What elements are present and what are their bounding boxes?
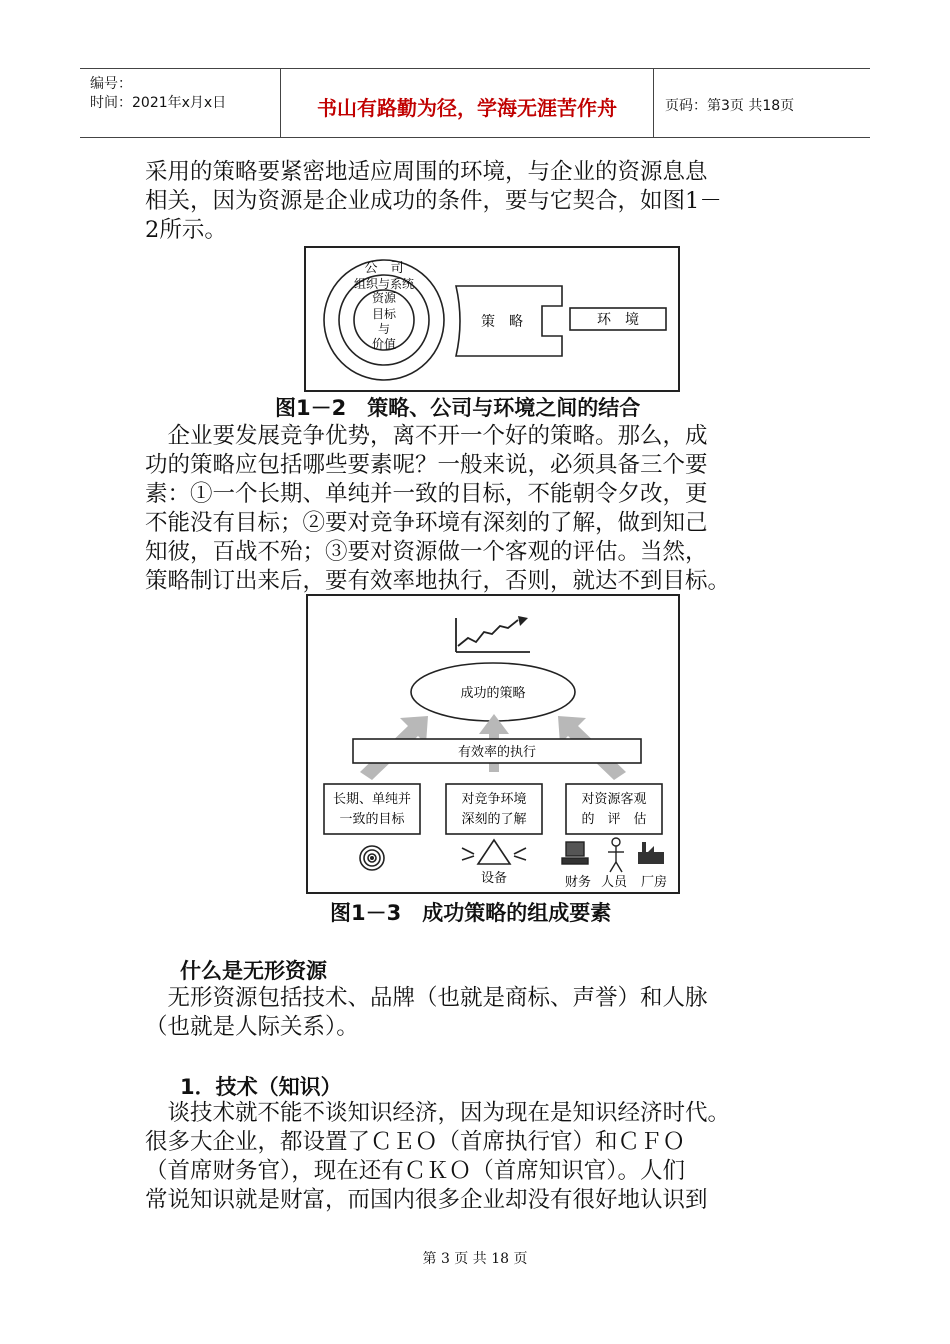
text-line: （首席财务官），现在还有ＣＫＯ（首席知识官）。人们 (145, 1158, 686, 1184)
computer-icon (562, 842, 588, 864)
inner-ring-label: 资源 (371, 291, 397, 305)
technology-paragraph (145, 1099, 815, 1215)
text-line: 知彼，百战不殆；③要对资源做一个客观的评估。当然， (145, 539, 708, 565)
figure-strategy-company-environment (304, 246, 680, 392)
figure1-caption: 图1－2 策略、公司与环境之间的结合 (275, 396, 641, 420)
figure-successful-strategy-elements (306, 594, 680, 894)
strategy-paragraph (145, 422, 815, 596)
box3-line2: 的 评 估 (581, 812, 647, 827)
plant-label: 厂房 (640, 875, 668, 890)
box3-line1: 对资源客观 (581, 792, 647, 807)
equipment-label: 设备 (480, 871, 508, 886)
box1-line2: 一致的目标 (339, 812, 405, 827)
page-info: 页码：第3页 共18页 (665, 98, 795, 114)
text-line: （也就是人际关系）。 (145, 1014, 359, 1040)
header-motto-cell (281, 69, 654, 137)
text-line: 无形资源包括技术、品牌（也就是商标、声誉）和人脉 (145, 985, 708, 1011)
staff-label: 人员 (600, 875, 628, 890)
intro-paragraph (145, 158, 815, 245)
text-line: 企业要发展竞争优势，离不开一个好的策略。那么，成 (145, 423, 708, 449)
growth-chart-icon (456, 616, 530, 652)
core-label-3: 价值 (371, 337, 397, 351)
box2-line1: 对竞争环境 (461, 792, 527, 807)
date-label: 时间：2021年x月x日 (90, 95, 227, 111)
person-icon (608, 838, 624, 872)
section-heading: 什么是无形资源 (180, 959, 327, 983)
text-line: 策略制订出来后，要有效率地执行，否则，就达不到目标。 (145, 568, 731, 594)
environment-label: 环 境 (597, 312, 639, 328)
number-label: 编号： (90, 76, 132, 92)
header-meta-cell (80, 69, 281, 137)
execution-bar-label: 有效率的执行 (457, 745, 537, 760)
middle-ring-label: 组织与系统 (353, 277, 415, 291)
box2-line2: 深刻的了解 (461, 812, 527, 827)
core-label-1: 目标 (371, 307, 397, 321)
box1-line1: 长期、单纯并 (332, 792, 412, 807)
text-line: 很多大企业，都设置了ＣＥＯ（首席执行官）和ＣＦＯ (145, 1129, 686, 1155)
figure2-caption: 图1－3 成功策略的组成要素 (330, 901, 612, 925)
page-footer: 第 3 页 共 18 页 (422, 1251, 528, 1267)
text-line: 谈技术就不能不谈知识经济，因为现在是知识经济时代。 (145, 1100, 731, 1126)
text-line: 功的策略应包括哪些要素呢？一般来说，必须具备三个要 (145, 452, 708, 478)
text-line: 常说知识就是财富，而国内很多企业却没有很好地认识到 (145, 1187, 708, 1213)
text-line: 相关，因为资源是企业成功的条件，要与它契合，如图1－ (145, 188, 722, 214)
text-line: 不能没有目标；②要对竞争环境有深刻的了解，做到知己 (145, 510, 708, 536)
motto: 书山有路勤为径，学海无涯苦作舟 (317, 96, 617, 120)
strategy-label: 策 略 (481, 314, 523, 330)
target-icon (360, 846, 384, 870)
text-line: 2所示。 (145, 217, 227, 243)
intangible-paragraph (145, 984, 815, 1042)
finance-label: 财务 (564, 875, 592, 890)
core-label-2: 与 (377, 322, 391, 336)
outer-ring-label: 公 司 (364, 261, 404, 276)
page-header (80, 68, 870, 138)
factory-icon (638, 842, 664, 864)
equipment-icon (462, 840, 526, 864)
text-line: 素：①一个长期、单纯并一致的目标，不能朝令夕改，更 (145, 481, 708, 507)
top-oval-label: 成功的策略 (460, 686, 526, 701)
subsection-heading: 1．技术（知识） (180, 1075, 342, 1099)
text-line: 采用的策略要紧密地适应周围的环境，与企业的资源息息 (145, 159, 708, 185)
